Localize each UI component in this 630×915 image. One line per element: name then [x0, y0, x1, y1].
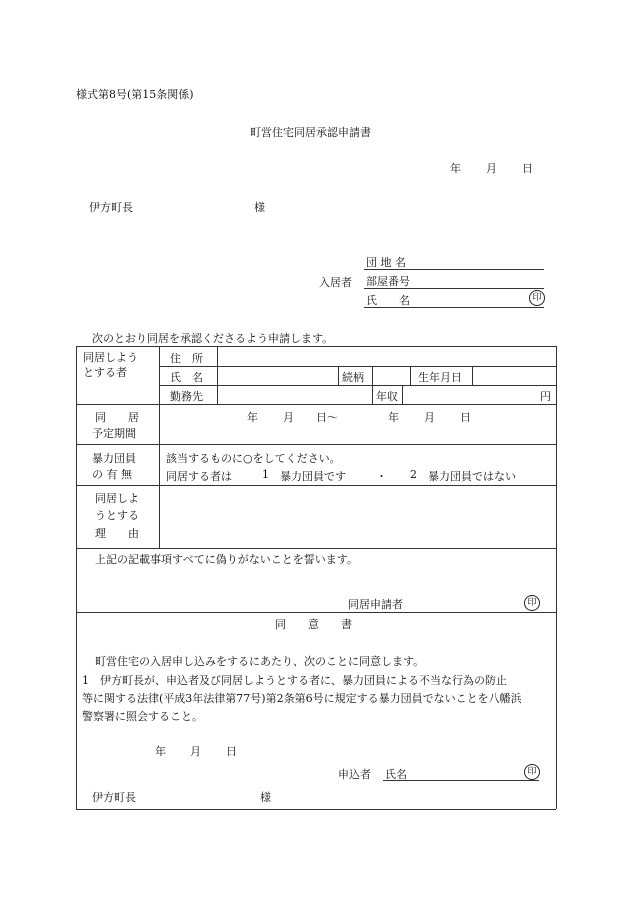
- gang-label: 暴力団員: [92, 452, 136, 465]
- workplace-label: 勤務先: [170, 390, 203, 403]
- period-label: 予定期間: [92, 427, 136, 440]
- consent-text: 1 伊方町長が、申込者及び同居しようとする者に、暴力団員による不当な行為の防止: [82, 674, 507, 687]
- label-column-divider: [159, 346, 160, 548]
- gang-option-2-number: 2: [410, 468, 417, 481]
- consent-date-day: 日: [226, 745, 237, 758]
- gang-option-1-number: 1: [262, 468, 269, 481]
- reason-label: うとする: [95, 509, 139, 522]
- date-day: 日: [522, 162, 533, 175]
- field-applicant-name: 氏 名: [366, 294, 410, 307]
- relation-divider-left: [338, 366, 339, 385]
- form-number: 様式第8号(第15条関係): [76, 88, 194, 101]
- table-bottom-border: [76, 809, 556, 810]
- relation-divider-right: [372, 366, 373, 404]
- cohabitant-label: 同居しよう: [83, 351, 138, 364]
- row-divider: [76, 404, 556, 405]
- row-divider: [76, 548, 556, 549]
- consent-applicant-label: 申込者: [338, 768, 371, 781]
- date-month: 月: [486, 162, 497, 175]
- consent-title: 同 意 書: [275, 618, 352, 631]
- consent-date-year: 年: [155, 745, 166, 758]
- relation-label: 続柄: [342, 371, 364, 384]
- gang-option-1[interactable]: 暴力団員です: [280, 470, 346, 483]
- row-divider: [76, 612, 556, 613]
- field-danchi-name: 団 地 名: [366, 256, 406, 269]
- consent-name-underline: [383, 780, 539, 781]
- declaration-text: 上記の記載事項すべてに偽りがないことを誓います。: [95, 553, 358, 566]
- seal-mark: 印: [529, 290, 545, 306]
- yen-unit: 円: [540, 390, 551, 403]
- room-number-underline: [364, 288, 544, 289]
- danchi-name-underline: [364, 269, 544, 270]
- consent-text: 町営住宅の入居申し込みをするにあたり、次のことに同意します。: [95, 655, 425, 668]
- applicant-name-underline: [364, 307, 544, 308]
- gang-option-separator: ・: [376, 470, 387, 483]
- date-year: 年: [450, 162, 461, 175]
- table-top-border: [76, 346, 556, 347]
- consent-addressee: 伊方町長: [92, 791, 136, 804]
- name-label: 氏 名: [170, 371, 203, 384]
- period-from-month: 月: [283, 411, 294, 424]
- row-divider: [76, 444, 556, 445]
- period-to-month: 月: [424, 411, 435, 424]
- cohabitant-label: とする者: [83, 366, 127, 379]
- period-to-year: 年: [388, 411, 399, 424]
- subrow-divider: [159, 385, 556, 386]
- birthdate-divider-right: [472, 366, 473, 385]
- consent-text: 等に関する法律(平成3年法律第77号)第2条第6号に規定する暴力団員でないことを八幡浜: [82, 692, 522, 705]
- reason-label: 同居しよ: [95, 492, 139, 505]
- table-left-border: [76, 346, 77, 809]
- sublabel-divider: [217, 346, 218, 404]
- consent-name-label: 氏名: [385, 768, 407, 781]
- reason-label: 理 由: [95, 527, 139, 540]
- seal-mark: 印: [524, 595, 540, 611]
- consent-honorific: 様: [260, 791, 271, 804]
- income-divider: [402, 385, 403, 404]
- income-label: 年収: [376, 390, 398, 403]
- declaration-signer: 同居申請者: [348, 598, 403, 611]
- addressee: 伊方町長: [89, 201, 133, 214]
- gang-option-2[interactable]: 暴力団員ではない: [428, 470, 516, 483]
- address-label: 住 所: [170, 352, 203, 365]
- row-divider: [76, 485, 556, 486]
- consent-date-month: 月: [190, 745, 201, 758]
- birthdate-divider-left: [410, 366, 411, 385]
- gang-instruction: 該当するものに○をしてください。: [166, 452, 341, 465]
- seal-mark: 印: [524, 764, 540, 780]
- field-room-number: 部屋番号: [366, 275, 410, 288]
- birthdate-label: 生年月日: [418, 371, 462, 384]
- gang-subject: 同居する者は: [166, 470, 232, 483]
- period-label: 同 居: [95, 411, 139, 424]
- page-title: 町営住宅同居承認申請書: [250, 126, 371, 139]
- applicant-label: 入居者: [319, 276, 352, 289]
- period-from-year: 年: [247, 411, 258, 424]
- table-right-border: [556, 346, 557, 809]
- period-from-day: 日〜: [316, 411, 338, 424]
- subrow-divider: [159, 366, 556, 367]
- gang-label: の 有 無: [92, 468, 132, 481]
- intro-text: 次のとおり同居を承認くださるよう申請します。: [92, 332, 334, 345]
- addressee-honorific: 様: [254, 201, 265, 214]
- consent-text: 警察署に照会すること。: [82, 710, 203, 723]
- period-to-day: 日: [460, 411, 471, 424]
